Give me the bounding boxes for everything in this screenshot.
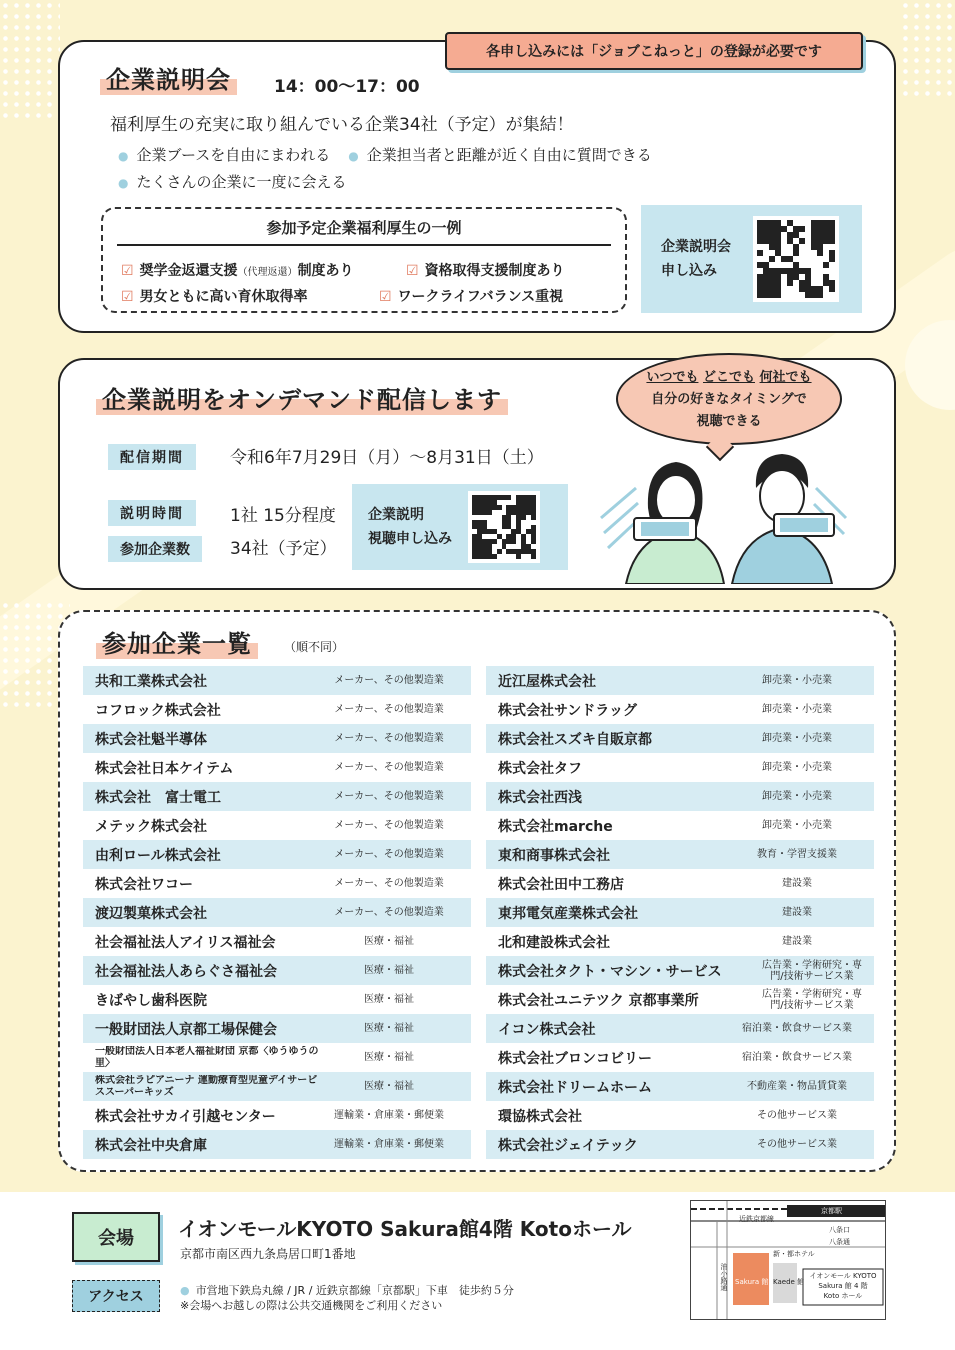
company-row	[486, 782, 874, 811]
seminar-title: 企業説明会	[100, 60, 237, 95]
period-value: 令和6年7月29日（月）〜8月31日（土）	[230, 448, 544, 468]
welfare-item: ☑ 資格取得支援制度あり	[406, 259, 565, 285]
company-category: 医療・福祉	[364, 1023, 414, 1034]
company-row	[486, 1101, 874, 1130]
company-row	[83, 782, 471, 811]
company-category: その他サービス業	[757, 1110, 837, 1121]
company-row	[486, 724, 874, 753]
company-category: 広告業・学術研究・専門/技術サービス業	[762, 988, 862, 1011]
company-name: イコン株式会社	[498, 1021, 596, 1038]
company-row	[83, 811, 471, 840]
map-hachijo-dori: 八条通	[829, 1238, 850, 1246]
company-category: 建設業	[782, 907, 812, 918]
company-list-right	[486, 666, 874, 1159]
ondemand-qr-code[interactable]	[468, 491, 540, 563]
people-illustration	[596, 448, 856, 584]
company-name: 共和工業株式会社	[95, 673, 207, 690]
company-row	[486, 753, 874, 782]
company-name: コフロック株式会社	[95, 702, 221, 719]
company-name: 東和商事株式会社	[498, 847, 610, 864]
company-row	[486, 1072, 874, 1101]
company-category: メーカー、その他製造業	[334, 675, 444, 686]
seminar-lead: 福利厚生の充実に取り組んでいる企業34社（予定）が集結！	[110, 115, 574, 135]
company-category: 卸売業・小売業	[762, 733, 832, 744]
count-label: 参加企業数	[108, 536, 202, 562]
registration-notice: 各申し込みには「ジョブこねっと」の登録が必要です	[445, 32, 863, 70]
venue-address: 京都市南区西九条鳥居口町1番地	[180, 1247, 356, 1261]
company-row	[83, 695, 471, 724]
company-row	[83, 1014, 471, 1043]
company-row	[83, 1043, 471, 1072]
company-row	[486, 840, 874, 869]
company-name: きばやし歯科医院	[95, 992, 207, 1009]
access-label: アクセス	[72, 1280, 160, 1312]
company-name: 一般財団法人日本老人福祉財団 京都〈ゆうゆうの里〉	[95, 1045, 319, 1069]
seminar-apply-panel[interactable]	[641, 205, 862, 313]
ondemand-title: 企業説明をオンデマンド配信します	[96, 380, 508, 415]
company-name: 株式会社タフ	[498, 760, 582, 777]
company-category: 建設業	[782, 878, 812, 889]
company-category: 教育・学習支援業	[757, 849, 837, 860]
company-category: 卸売業・小売業	[762, 704, 832, 715]
company-name: 北和建設株式会社	[498, 934, 610, 951]
company-name: 株式会社ユニテツク 京都事業所	[498, 992, 699, 1009]
welfare-item: ☑ ワークライフバランス重視	[379, 285, 563, 310]
company-category: その他サービス業	[757, 1139, 837, 1150]
company-name: 一般財団法人京都工場保健会	[95, 1021, 277, 1038]
company-name: 社会福祉法人アイリス福祉会	[95, 934, 276, 951]
company-row	[83, 956, 471, 985]
company-row	[83, 1130, 471, 1159]
map-hotel: 新・都ホテル	[773, 1250, 815, 1258]
company-name: 環協株式会社	[498, 1108, 582, 1125]
company-category: 卸売業・小売業	[762, 791, 832, 802]
company-row	[486, 985, 874, 1014]
company-row	[83, 753, 471, 782]
company-category: 宿泊業・飲食サービス業	[742, 1023, 852, 1034]
duration-label: 説明時間	[108, 500, 196, 526]
company-name: 渡辺製菓株式会社	[95, 905, 207, 922]
company-category: 卸売業・小売業	[762, 675, 832, 686]
bullet-item: ● 企業担当者と距離が近く自由に質問できる	[348, 142, 652, 169]
company-row	[83, 724, 471, 753]
welfare-item: ☑ 奨学金返還支援（代理返還）制度あり	[121, 259, 406, 285]
company-category: メーカー、その他製造業	[334, 791, 444, 802]
bullet-item: ● たくさんの企業に一度に会える	[118, 169, 347, 196]
company-name: 株式会社サカイ引越センター	[95, 1108, 276, 1125]
company-row	[486, 695, 874, 724]
venue-label: 会場	[72, 1212, 160, 1262]
access-route: ● 市営地下鉄烏丸線 / JR / 近鉄京都線「京都駅」下車 徒歩約５分	[180, 1283, 514, 1298]
company-name: 東邦電気産業株式会社	[498, 905, 638, 922]
company-category: メーカー、その他製造業	[334, 820, 444, 831]
company-name: 株式会社ブロンコビリー	[498, 1050, 652, 1067]
company-name: 株式会社西浅	[498, 789, 582, 806]
company-row	[486, 1043, 874, 1072]
company-row	[83, 666, 471, 695]
period-label: 配信期間	[108, 444, 196, 470]
bullet-item: ● 企業ブースを自由にまわれる	[118, 142, 330, 169]
company-row	[486, 1130, 874, 1159]
company-name: 株式会社中央倉庫	[95, 1137, 207, 1154]
company-row	[83, 927, 471, 956]
company-name: 株式会社ドリームホーム	[498, 1079, 652, 1096]
map-station: 京都駅	[821, 1207, 842, 1215]
company-row	[486, 811, 874, 840]
company-name: 株式会社日本ケイテム	[95, 760, 234, 777]
map-hachijo-guchi: 八条口	[829, 1226, 850, 1234]
company-category: 広告業・学術研究・専門/技術サービス業	[762, 959, 862, 982]
company-category: 卸売業・小売業	[762, 762, 832, 773]
company-category: 卸売業・小売業	[762, 820, 832, 831]
company-row	[83, 985, 471, 1014]
company-row	[486, 1014, 874, 1043]
welfare-list	[121, 259, 565, 310]
company-category: 医療・福祉	[364, 936, 414, 947]
company-category: 建設業	[782, 936, 812, 947]
company-row	[486, 666, 874, 695]
company-name: 株式会社サンドラッグ	[498, 702, 638, 719]
count-value: 34社（予定）	[230, 539, 337, 559]
map-street: 油小路通	[720, 1263, 728, 1291]
seminar-apply-label: 企業説明会 申し込み	[661, 239, 731, 279]
company-category: 医療・福祉	[364, 1052, 414, 1063]
access-note: ※会場へお越しの際は公共交通機関をご利用ください	[180, 1299, 443, 1312]
company-name: 社会福祉法人あらぐさ福祉会	[95, 963, 277, 980]
company-name: 近江屋株式会社	[498, 673, 596, 690]
seminar-bullets	[118, 142, 652, 196]
company-category: メーカー、その他製造業	[334, 907, 444, 918]
company-row	[486, 898, 874, 927]
company-category: メーカー、その他製造業	[334, 733, 444, 744]
company-row	[83, 898, 471, 927]
company-name: 由利ロール株式会社	[95, 847, 221, 864]
map-kintetsu: 近鉄京都線	[739, 1215, 774, 1223]
map-kaede: Kaede 館	[773, 1278, 805, 1286]
company-row	[83, 1101, 471, 1130]
company-row	[83, 840, 471, 869]
company-name: 株式会社ジェイテック	[498, 1137, 638, 1154]
company-name: 株式会社魁半導体	[95, 731, 207, 748]
company-category: メーカー、その他製造業	[334, 849, 444, 860]
welfare-title: 参加予定企業福利厚生の一例	[117, 217, 611, 246]
company-name: 株式会社ラピアニーナ 運動療育型児童デイサービススーパーキッズ	[95, 1074, 318, 1098]
company-category: 医療・福祉	[364, 1081, 414, 1092]
speech-bubble: いつでも どこでも 何社でも 自分の好きなタイミングで 視聴できる	[616, 353, 842, 445]
company-name: 株式会社タクト・マシン・サービス	[498, 963, 722, 980]
welfare-box	[101, 207, 627, 313]
map-sakura: Sakura 館	[735, 1278, 769, 1286]
company-name: 株式会社ワコー	[95, 876, 193, 893]
venue-name: イオンモールKYOTO Sakura館4階 Kotoホール	[178, 1217, 632, 1241]
welfare-item: ☑ 男女ともに高い育休取得率	[121, 285, 379, 310]
company-category: 不動産業・物品賃貸業	[747, 1081, 847, 1092]
company-name: 株式会社 富士電工	[95, 789, 221, 806]
company-category: メーカー、その他製造業	[334, 878, 444, 889]
company-name: 株式会社田中工務店	[498, 876, 624, 893]
company-category: 宿泊業・飲食サービス業	[742, 1052, 852, 1063]
company-row	[83, 869, 471, 898]
company-row	[83, 1072, 471, 1101]
ondemand-apply-panel[interactable]	[352, 484, 568, 570]
companies-title: 参加企業一覧	[96, 624, 258, 659]
ondemand-apply-label: 企業説明 視聴申し込み	[368, 507, 452, 547]
map-venue-label: イオンモール KYOTO Sakura 館 4 階 Koto ホール	[809, 1272, 877, 1300]
access-info	[180, 1283, 514, 1313]
company-name: 株式会社スズキ自販京都	[498, 731, 652, 748]
company-category: 運輸業・倉庫業・郵便業	[334, 1139, 444, 1150]
duration-value: 1社 15分程度	[230, 506, 336, 526]
company-list-left	[83, 666, 471, 1159]
company-category: 医療・福祉	[364, 965, 414, 976]
company-category: メーカー、その他製造業	[334, 762, 444, 773]
company-row	[486, 956, 874, 985]
bg-dots	[0, 0, 60, 120]
company-name: メテック株式会社	[95, 818, 207, 835]
company-name: 株式会社marche	[498, 818, 613, 835]
bg-dots	[900, 0, 955, 100]
seminar-qr-code[interactable]	[753, 216, 839, 302]
companies-note: （順不同）	[284, 640, 345, 654]
company-category: 医療・福祉	[364, 994, 414, 1005]
venue-map	[690, 1200, 886, 1320]
company-row	[486, 927, 874, 956]
company-category: 運輸業・倉庫業・郵便業	[334, 1110, 444, 1121]
company-category: メーカー、その他製造業	[334, 704, 444, 715]
company-row	[486, 869, 874, 898]
seminar-time: 14：00〜17：00	[274, 77, 420, 97]
